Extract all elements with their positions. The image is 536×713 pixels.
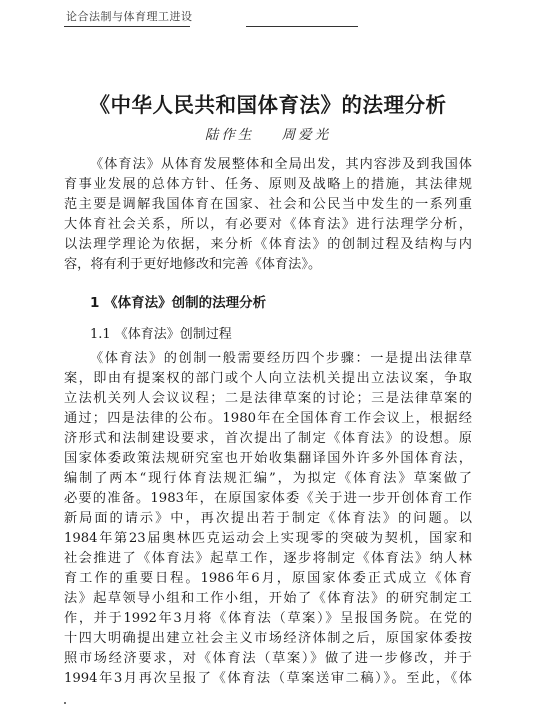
- text-line: 社会推进了《体育法》起草工作，逐步将制定《体育法》纳人林: [64, 551, 472, 566]
- section-heading: 1 《体育法》创制的法理分析: [90, 295, 267, 311]
- running-head: 论合法制与体育理工进设: [66, 10, 193, 23]
- text-line: 照市场经济要求，对《体育法（草案）》做了进一步修改，并于: [64, 651, 472, 666]
- text-line: 容，将有利于更好地修改和完善《体育法》。: [64, 257, 322, 272]
- text-line: 育工作的重要日程。1986年6月，原国家体委正式成立《体育: [64, 571, 472, 586]
- text-line: 以法理学理论为依据，来分析《体育法》的创制过程及结构与内: [64, 237, 472, 252]
- author-line: [0, 123, 536, 143]
- text-line: 新局面的请示》中，再次提出若于制定《体育法》的问题。以: [64, 511, 472, 526]
- main-paragraph: [64, 349, 472, 689]
- text-line: 作，并于1992年3月将《体育法（草案）》呈报国务院。在党的: [64, 611, 472, 626]
- text-line: 法》起草领导小组和工作小组，开始了《体育法》的研究制定工: [64, 591, 472, 606]
- text-line: 通过；四是法律的公布。1980年在全国体育工作会议上，根据经: [64, 411, 472, 426]
- text-line: 十四大明确提出建立社会主义市场经济体制之后，原国家体委按: [64, 631, 472, 646]
- text-line: 国家体委政策法规研究室也开始收集翻译国外许多外国体育法，: [64, 451, 472, 466]
- text-line: 《体育法》从体育发展整体和全局出发，其内容涉及到我国体: [90, 157, 472, 172]
- text-line: 案，即由有提案权的部门或个人向立法机关提出立法议案，争取: [64, 371, 472, 386]
- author-2: 周爱光: [281, 127, 332, 143]
- intro-paragraph: [64, 155, 472, 275]
- text-line: 《体育法》的创制一般需要经历四个步骤：一是提出法律草: [90, 351, 472, 366]
- paper-title: 《中华人民共和国体育法》的法理分析: [89, 93, 447, 117]
- text-line: 编制了两本“现行体育法规汇编”，为拟定《体育法》草案做了: [64, 471, 472, 486]
- header-rule-right: [246, 26, 358, 27]
- text-line: 1984年第23届奥林匹克运动会上实现零的突破为契机，国家和: [64, 531, 472, 546]
- text-line: 必要的准备。1983年，在原国家体委《关于进一步开创体育工作: [64, 491, 472, 506]
- text-line: 济形式和法制建设要求，首次提出了制定《体育法》的设想。原: [64, 431, 472, 446]
- header-rule-left: [64, 26, 190, 27]
- text-line: 范主要是调解我国体育在国家、社会和公民当中发生的一系列重: [64, 197, 472, 212]
- text-line: 立法机关列人会议议程；二是法律草案的讨论；三是法律草案的: [64, 391, 472, 406]
- author-1: 陆作生: [204, 127, 255, 143]
- text-line: 大体育社会关系，所以，有必要对《体育法》进行法理学分析，: [64, 217, 472, 232]
- subsection-heading: 1.1 《体育法》创制过程: [90, 327, 232, 342]
- text-line: 1994年3月再次呈报了《体育法（草案送审二稿）》。至此，《体: [64, 671, 472, 686]
- page-mark-dot: [64, 702, 66, 704]
- text-line: 育事业发展的总体方针、任务、原则及战略上的措施，其法律规: [64, 177, 472, 192]
